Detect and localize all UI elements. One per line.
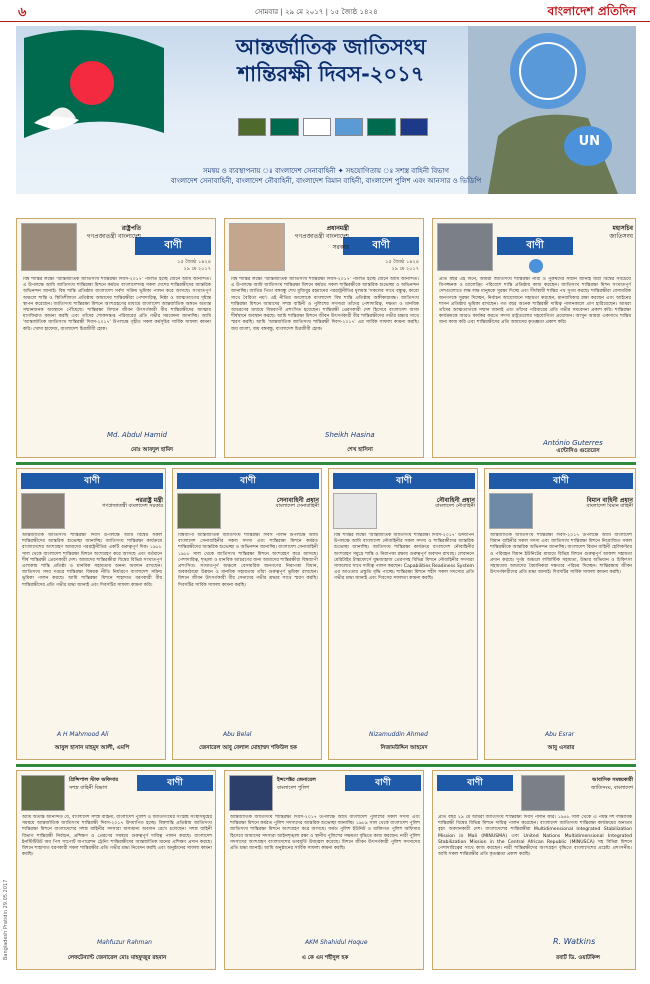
message-date2: ২৯ মে ২০১৭ (391, 266, 419, 272)
police-flag (400, 118, 428, 136)
message-role: প্রধানমন্ত্রী (326, 225, 349, 232)
message-date1: ১৫ জ্যৈষ্ঠ ১৪২৪ (177, 259, 211, 265)
un-day-banner (16, 26, 636, 194)
bani-badge: বাণী (135, 237, 211, 255)
foreign-minister-photo (21, 493, 65, 529)
message-card-un-resident-coordinator (432, 770, 636, 970)
message-text: বিশ্ব শান্তির লক্ষ্যে 'আন্তর্জাতিক জাতিসংঘ শান্তিরক্ষী দিবস-২০১৭' উদযাপন উপলক্ষে আমি বাংলাদেশ নৌবাহিনীর সকল সদস্য ও শান্তিরক্ষীদের আন্তরিক শুভেচ্ছা জানাচ্ছি। জাতিসংঘ শান্তিরক্ষা কার্যক্রমে বাংলাদেশ নৌবাহিনীর অংশগ্রহণ সমুদ্রে শান্তি ও নিরাপত্তা রক্ষায় গুরুত্বপূর্ণ অবদান রাখছে। লেবাননে মেরিটাইম টাস্কফোর্সে যুদ্ধজাহাজ প্রেরণসহ বিভিন্ন মিশনে নৌবাহিনীর সদস্যরা সাফল্যের সাথে দায়িত্ব পালন করছেন। Capabilities Readiness System এর আওতায় প্রস্তুতি বৃদ্ধি পাচ্ছে। শান্তিরক্ষা মিশনে শহীদ সকল সদস্যের প্রতি গভীর শ্রদ্ধা জানাই এবং দিবসের সফলতা কামনা করছি। (334, 533, 474, 582)
message-role: ইন্সপেক্টর জেনারেল (277, 777, 316, 783)
signatory-name: মোঃ আবদুল হামিদ (130, 447, 174, 453)
bani-badge: বাণী (489, 473, 633, 489)
signature: António Guterres (543, 439, 603, 447)
message-text: বিশ্বব্যাপী আন্তর্জাতিক জাতিসংঘ শান্তিরক্ষী দিবস পালন উপলক্ষে আমি বাংলাদেশ সেনাবাহিনীর সকল সদস্য এবং শান্তিরক্ষা মিশনে কর্মরত শান্তিরক্ষীদের আন্তরিক শুভেচ্ছা ও অভিনন্দন জানাচ্ছি। বাংলাদেশ সেনাবাহিনী ১৯৮৮ সাল থেকে জাতিসংঘ শান্তিরক্ষা মিশনে অংশগ্রহণ করে আসছে। পেশাদারিত্ব, শৃঙ্খলা ও মানবিক আচরণের জন্য আমাদের শান্তিরক্ষীরা বিশ্বব্যাপী প্রশংসিত। সংঘাতপূর্ণ অঞ্চলে বেসামরিক জনগণের নিরাপত্তা বিধান, অবকাঠামো উন্নয়ন ও মানবিক সহায়তায় তাঁরা গুরুত্বপূর্ণ ভূমিকা রাখছেন। মিশনে জীবন উৎসর্গকারী বীর সেনাদের গভীর শ্রদ্ধার সাথে স্মরণ করছি। দিবসটির সার্বিক সাফল্য কামনা করছি। (178, 533, 318, 588)
bani-badge: বাণী (343, 237, 419, 255)
signatory-name: এ কে এম শহীদুল হক (301, 955, 349, 961)
message-card-airforce-chief (484, 468, 636, 760)
navy-flag (303, 118, 331, 136)
signature: Abu Belal (223, 731, 252, 738)
signatory-name: এন্টোনিও গুতেরেস (556, 448, 600, 454)
message-role: সেনাবাহিনী প্রধান (276, 497, 319, 504)
message-date1: ১৫ জ্যৈষ্ঠ ১৪২৪ (385, 259, 419, 265)
bd-flag (270, 118, 298, 136)
bd-flag-2 (367, 118, 395, 136)
message-org: গণপ্রজাতন্ত্রী বাংলাদেশ (86, 233, 141, 240)
message-role: পররাষ্ট্র মন্ত্রী (135, 497, 163, 504)
pso-photo (21, 775, 65, 811)
signature: A H Mahmood Ali (57, 731, 109, 738)
message-role: রাষ্ট্রপতি (121, 225, 141, 232)
bani-badge: বাণী (21, 473, 163, 489)
message-card-un-sg (432, 218, 636, 458)
message-role: বিমান বাহিনী প্রধান (586, 497, 633, 504)
service-flags-row (238, 118, 428, 136)
bani-badge: বাণী (345, 775, 421, 791)
un-rc-photo (521, 775, 565, 811)
signature: R. Watkins (553, 937, 596, 946)
banner-title-line2: শান্তিরক্ষী দিবস-২০১৭ (237, 62, 425, 86)
message-text: আন্তর্জাতিক জাতিসংঘ শান্তিরক্ষী দিবস-২০১৭ উপলক্ষে আমি বাংলাদেশ বিমান বাহিনীর সকল সদস্য এবং জাতিসংঘ শান্তিরক্ষা মিশনে নিয়োজিত সকল শান্তিরক্ষীকে আন্তরিক অভিনন্দন জানাচ্ছি। বাংলাদেশ বিমান বাহিনী হেলিকপ্টার ও পরিবহন বিমান ইউনিটের মাধ্যমে বিভিন্ন মিশনে গুরুত্বপূর্ণ আকাশ সহায়তা প্রদান করছে। দুর্গম অঞ্চলে লজিস্টিক সহায়তা, উদ্ধার অভিযান ও চিকিৎসা সহায়তায় আমাদের বৈমানিকরা দক্ষতার পরিচয় দিচ্ছেন। শান্তিরক্ষায় জীবন উৎসর্গকারীদের প্রতি শ্রদ্ধা জানাই। দিবসটির সার্বিক সাফল্য কামনা করছি। (490, 533, 632, 576)
organizer-credits (16, 166, 636, 186)
message-card-army-chief (172, 468, 322, 760)
newspaper-logo[interactable]: বাংলাদেশ প্রতিদিন (547, 4, 636, 18)
bani-badge: বাণী (497, 237, 573, 255)
message-org: বাংলাদেশ পুলিশ (277, 785, 310, 791)
message-text: প্রতি বছর ২৯ মে আমরা জাতিসংঘ শান্তিরক্ষী দিবস পালন করি। ১৯৪৮ সাল থেকে এ পর্যন্ত দশ লক্ষাধিক শান্তিরক্ষী বিশ্বের বিভিন্ন মিশনে দায়িত্ব পালন করেছেন। বাংলাদেশ জাতিসংঘ শান্তিরক্ষা কার্যক্রমের অন্যতম বৃহৎ অবদানকারী দেশ। বাংলাদেশের শান্তিরক্ষীরা Multidimensional Integrated Stabilization Mission in Mali (MINUSMA) এবং United Nations Multidimensional Integrated Stabilization Mission in the Central African Republic (MINUSCA) সহ বিভিন্ন মিশনে পেশাদারিত্বের সাথে কাজ করছেন। নারী শান্তিরক্ষীদের অংশগ্রহণ বৃদ্ধিতে বাংলাদেশের প্রচেষ্টা প্রশংসনীয়। আমি সকল শান্তিরক্ষীর প্রতি কৃতজ্ঞতা প্রকাশ করছি। (438, 815, 632, 858)
airforce-chief-photo (489, 493, 533, 529)
message-org: সশস্ত্র বাহিনী বিভাগ (69, 785, 108, 791)
pm-photo (229, 223, 285, 271)
message-text: প্রতি বছর এই দিনে, আমরা জাতিসংঘ শান্তিরক্ষী নারী ও পুরুষদের সম্মান জানাই যারা বিশ্বের সবচেয়ে বিপজ্জনক ও চ্যালেঞ্জিং পরিবেশে শান্তি প্রতিষ্ঠায় কাজ করছেন। জাতিসংঘ শান্তিরক্ষা মিশন সংঘাতপূর্ণ দেশগুলোতে লক্ষ লক্ষ মানুষকে সুরক্ষা দিচ্ছে এবং দীর্ঘস্থায়ী শান্তির পথ সুগম করছে। শান্তিরক্ষীরা বেসামরিক জনগণকে সুরক্ষা দিচ্ছেন, নির্বাচন আয়োজনে সহায়তা করছেন, মানবাধিকার রক্ষা করছেন এবং আইনের শাসন প্রতিষ্ঠায় ভূমিকা রাখছেন। গত বছর অনেক শান্তিরক্ষী দায়িত্ব পালনকালে প্রাণ হারিয়েছেন। আমরা তাঁদের আত্মত্যাগকে সম্মান জানাই এবং তাঁদের পরিবারের প্রতি গভীর সমবেদনা প্রকাশ করি। শান্তিরক্ষা কার্যক্রমকে আরও কার্যকর করতে সদস্য রাষ্ট্রগুলোর সহযোগিতা প্রয়োজন। আসুন আমরা একসাথে শান্তির জন্য কাজ করি এবং শান্তিরক্ষীদের প্রতি আমাদের কৃতজ্ঞতা প্রকাশ করি। (439, 277, 631, 326)
banner-title-line1: আন্তর্জাতিক জাতিসংঘ (235, 35, 427, 59)
signature: Md. Abdul Hamid (107, 431, 167, 439)
message-role: আবাসিক সমন্বয়কারী (592, 777, 633, 783)
message-org: জাতিসংঘ, বাংলাদেশ (591, 785, 633, 791)
section-divider (16, 764, 636, 767)
message-org: গণপ্রজাতন্ত্রী বাংলাদেশ সরকার (294, 233, 349, 251)
bani-badge: বাণী (333, 473, 475, 489)
signatory-name: আবুল হাসান মাহমুদ আলী, এমপি (54, 745, 130, 751)
un-sg-photo (437, 223, 493, 271)
message-card-igp (224, 770, 424, 970)
message-text: আমি অত্যন্ত আনন্দিত যে, বাংলাদেশ সশস্ত্র বাহিনী, বাংলাদেশ পুলিশ ও জাতিসংঘের সংশ্লিষ্ট সংস্থাসমূহের সমন্বয়ে আন্তর্জাতিক জাতিসংঘ শান্তিরক্ষী দিবস-২০১৭ উদযাপিত হচ্ছে। বিশ্বশান্তি প্রতিষ্ঠায় জাতিসংঘ শান্তিরক্ষা মিশনে বাংলাদেশের সশস্ত্র বাহিনীর সদস্যরা অসামান্য অবদান রেখে চলেছেন। সশস্ত্র বাহিনী বিভাগ শান্তিরক্ষী নির্বাচন, প্রশিক্ষণ ও প্রেরণের সমন্বয়ে গুরুত্বপূর্ণ দায়িত্ব পালন করছে। বাংলাদেশ ইনস্টিটিউট অব পিস সাপোর্ট অপারেশন ট্রেনিং শান্তিরক্ষীদের আন্তর্জাতিক মানের প্রশিক্ষণ প্রদান করছে। মিশনে শাহাদাত বরণকারী সকল শান্তিরক্ষীর প্রতি গভীর শ্রদ্ধা নিবেদন করছি এবং অনুষ্ঠানের সাফল্য কামনা করছি। (22, 815, 212, 858)
signature: Abu Esrar (545, 731, 575, 738)
message-card-foreign-minister (16, 468, 166, 760)
signatory-name: লেফটেন্যান্ট জেনারেল মোঃ মাহফুজুর রহমান (67, 955, 167, 961)
signature: Sheikh Hasina (325, 431, 375, 439)
message-text: আন্তর্জাতিক জাতিসংঘ শান্তিরক্ষী দিবস-২০১৭ উপলক্ষে আমি বাংলাদেশ পুলিশের সকল সদস্য এবং শান্তিরক্ষা মিশনে কর্মরত পুলিশ সদস্যদের আন্তরিক শুভেচ্ছা জানাচ্ছি। ১৯৮৯ সাল থেকে বাংলাদেশ পুলিশ জাতিসংঘ শান্তিরক্ষা মিশনে অংশগ্রহণ করে আসছে। ফর্মড পুলিশ ইউনিট ও ব্যক্তিগত পুলিশ অফিসার হিসেবে আমাদের সদস্যরা আইনশৃঙ্খলা রক্ষা ও স্থানীয় পুলিশের সক্ষমতা বৃদ্ধিতে কাজ করছেন। নারী পুলিশ সদস্যদের অংশগ্রহণ বাংলাদেশের ভাবমূর্তি উজ্জ্বল করেছে। মিশনে জীবন উৎসর্গকারী পুলিশ সদস্যদের প্রতি শ্রদ্ধা জানাই। আমি অনুষ্ঠানের সার্বিক সাফল্য কামনা করছি। (230, 815, 420, 852)
message-card-pso (16, 770, 216, 970)
bani-badge: বাণী (137, 775, 213, 791)
signature: Mahfuzur Rahman (97, 939, 152, 946)
bani-badge: বাণী (177, 473, 319, 489)
army-chief-photo (177, 493, 221, 529)
message-org: গণপ্রজাতন্ত্রী বাংলাদেশ সরকার (102, 503, 163, 509)
message-text: বিশ্ব শান্তির লক্ষ্যে 'আন্তর্জাতিক জাতিসংঘ শান্তিরক্ষী দিবস-২০১৭' পালিত হচ্ছে জেনে আমি আনন্দিত। এ উপলক্ষে আমি জাতিসংঘ শান্তিরক্ষা মিশনে কর্মরত বাংলাদেশসহ সকল দেশের শান্তিরক্ষীদের আন্তরিক অভিনন্দন জানাই। বিশ্ব শান্তি প্রতিষ্ঠায় বাংলাদেশ সর্বদা সক্রিয় ভূমিকা পালন করে আসছে। সংঘাতপূর্ণ অঞ্চলে শান্তি ও স্থিতিশীলতা প্রতিষ্ঠায় আমাদের শান্তিরক্ষীরা পেশাদারিত্ব, নিষ্ঠা ও আত্মত্যাগের দৃষ্টান্ত স্থাপন করেছেন। জাতিসংঘ শান্তিরক্ষা মিশনে অংশগ্রহণের মাধ্যমে বাংলাদেশ আন্তর্জাতিক অঙ্গনে অত্যন্ত সম্মানজনক অবস্থানে পৌঁছেছে। শান্তিরক্ষা মিশনে জীবন উৎসর্গকারী বীর শান্তিরক্ষীদের আত্মার মাগফিরাত কামনা করছি এবং তাঁদের শোকসন্তপ্ত পরিবারের প্রতি গভীর সমবেদনা জানাচ্ছি। আমি 'আন্তর্জাতিক জাতিসংঘ শান্তিরক্ষী দিবস-২০১৭' উপলক্ষে গৃহীত সকল কর্মসূচির সার্বিক সাফল্য কামনা করি। খোদা হাফেজ, বাংলাদেশ চিরজীবী হোক। (23, 277, 211, 332)
organizer-line2: বাংলাদেশ সেনাবাহিনী, বাংলাদেশ নৌবাহিনী, বাংলাদেশ বিমান বাহিনী, বাংলাদেশ পুলিশ এবং আনসার ও ভিডিপি (170, 177, 482, 185)
signature: AKM Shahidul Hoque (305, 939, 368, 946)
message-org: বাংলাদেশ সেনাবাহিনী (275, 503, 319, 509)
message-card-pm (224, 218, 424, 458)
un-badge: UN (578, 134, 600, 149)
signatory-name: শেখ হাসিনা (347, 447, 373, 453)
message-text: আন্তর্জাতিক জাতিসংঘ শান্তিরক্ষী দিবস উপলক্ষে আমি বিশ্বের সকল শান্তিরক্ষীদের আন্তরিক শুভেচ্ছা জানাচ্ছি। জাতিসংঘ শান্তিরক্ষা কার্যক্রমে বাংলাদেশের অংশগ্রহণ আমাদের পররাষ্ট্রনীতির একটি গুরুত্বপূর্ণ দিক। ১৯৮৮ সাল থেকে বাংলাদেশ শান্তিরক্ষা মিশনে অংশগ্রহণ করে আসছে এবং বর্তমানে শীর্ষ শান্তিরক্ষী প্রেরণকারী দেশ। আমাদের শান্তিরক্ষীরা বিশ্বের বিভিন্ন সংঘাতপূর্ণ এলাকায় শান্তি প্রতিষ্ঠা ও মানবিক সহায়তায় অনন্য অবদান রাখছেন। জাতিসংঘ সদর দপ্তরে শান্তিরক্ষা বিষয়ক নীতি নির্ধারণে বাংলাদেশ সক্রিয় ভূমিকা পালন করছে। আমি শান্তিরক্ষা মিশনে শাহাদাত বরণকারী বীর শান্তিরক্ষীদের প্রতি গভীর শ্রদ্ধা জানাই এবং দিবসটির সাফল্য কামনা করি। (22, 533, 162, 588)
message-org: জাতিসংঘ (609, 233, 633, 240)
navy-chief-photo (333, 493, 377, 529)
vertical-credit-text: Bangladesh Pratidin 29.05.2017 (3, 879, 9, 960)
signatory-name: আবু এসরার (547, 745, 575, 751)
igp-photo (229, 775, 273, 811)
signature: Nizamuddin Ahmed (369, 731, 428, 738)
message-role: নৌবাহিনী প্রধান (436, 497, 475, 504)
airforce-flag (335, 118, 363, 136)
message-card-president (16, 218, 216, 458)
army-flag (238, 118, 266, 136)
un-emblem-icon (529, 259, 543, 273)
signatory-name: নিজামউদ্দিন আহমেদ (380, 745, 428, 751)
page-number: ৬ (18, 5, 27, 20)
organizer-line1: সমন্বয় ও ব্যবস্থাপনায় ঃ বাংলাদেশ সেনাবাহিনী ✦ সহযোগিতায় ঃ সশস্ত্র বাহিনী বিভাগ (203, 167, 449, 175)
bangladesh-flag-dove-image (24, 28, 174, 153)
message-text: বিশ্ব শান্তির লক্ষ্যে 'আন্তর্জাতিক জাতিসংঘ শান্তিরক্ষী দিবস-২০১৭' পালিত হচ্ছে জেনে আমি আনন্দিত। এ উপলক্ষে আমি জাতিসংঘ শান্তিরক্ষা মিশনে কর্মরত সকল শান্তিরক্ষীকে আন্তরিক শুভেচ্ছা ও অভিনন্দন জানাচ্ছি। জাতির পিতা বঙ্গবন্ধু শেখ মুজিবুর রহমানের পররাষ্ট্রনীতির মূলমন্ত্র 'সকলের সাথে বন্ধুত্ব, কারো সাথে বৈরিতা নয়'। এই নীতির আলোকে বাংলাদেশ বিশ্ব শান্তি প্রতিষ্ঠায় অঙ্গীকারাবদ্ধ। জাতিসংঘ শান্তিরক্ষা মিশনে আমাদের সশস্ত্র বাহিনী ও পুলিশের সদস্যরা তাঁদের পেশাদারিত্ব, দক্ষতা ও মানবিক আচরণের মাধ্যমে বিশ্বব্যাপী প্রশংসিত হয়েছেন। শান্তিরক্ষী প্রেরণকারী দেশ হিসেবে বাংলাদেশ আজ শীর্ষস্থানে অবস্থান করছে। আমি শান্তিরক্ষা মিশনে জীবন উৎসর্গকারী বীর শান্তিরক্ষীদের গভীর শ্রদ্ধার সাথে স্মরণ করছি। আমি 'আন্তর্জাতিক জাতিসংঘ শান্তিরক্ষী দিবস-২০১৭' এর সার্বিক সাফল্য কামনা করছি। জয় বাংলা, জয় বঙ্গবন্ধু, বাংলাদেশ চিরজীবী হোক। (231, 277, 419, 332)
message-date2: ২৯ মে ২০১৭ (183, 266, 211, 272)
banner-title (191, 34, 471, 88)
president-photo (21, 223, 77, 271)
message-org: বাংলাদেশ নৌবাহিনী (435, 503, 475, 509)
page-date: সোমবার | ২৯ মে ২০১৭ | ১৫ জ্যৈষ্ঠ ১৪২৪ (255, 8, 378, 16)
section-divider (16, 462, 636, 465)
page-header (0, 0, 650, 22)
message-role: প্রিন্সিপাল স্টাফ অফিসার (69, 777, 119, 783)
message-card-navy-chief (328, 468, 478, 760)
message-org: বাংলাদেশ বিমান বাহিনী (586, 503, 633, 509)
signatory-name: জেনারেল আবু বেলাল মোহাম্মদ শফিউল হক (199, 745, 297, 751)
signatory-name: রবার্ট ডি. ওয়াটকিন্স (556, 955, 600, 961)
message-role: মহাসচিব (612, 225, 633, 232)
bani-badge: বাণী (437, 775, 513, 791)
